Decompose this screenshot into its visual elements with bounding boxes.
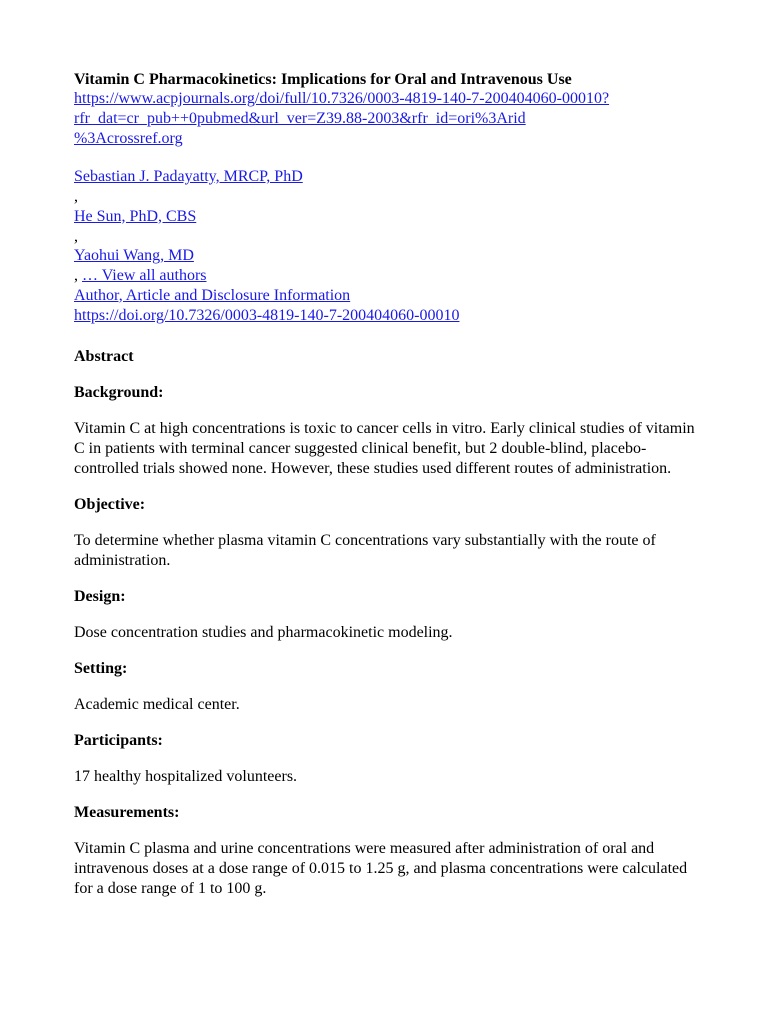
article-url-line-1[interactable]: https://www.acpjournals.org/doi/full/10.7326/0003-4819-140-7-200404060-00010? [74, 90, 610, 107]
view-all-row [74, 266, 708, 286]
view-all-authors-link[interactable]: … View all authors [82, 267, 207, 284]
author-separator: , [74, 188, 78, 205]
objective-heading: Objective: [74, 495, 146, 513]
view-all-prefix: , [74, 267, 82, 284]
author-link-wang[interactable]: Yaohui Wang, MD [74, 247, 194, 264]
doi-link[interactable]: https://doi.org/10.7326/0003-4819-140-7-200404060-00010 [74, 306, 460, 324]
measurements-text: Vitamin C plasma and urine concentrations were measured after administration of oral and intravenous doses at a dose range of 0.015 to 1.25 g, and plasma concentrations were calculated for a dose range of 1 to 100 g. [74, 839, 688, 897]
design-heading: Design: [74, 587, 126, 605]
participants-heading: Participants: [74, 731, 163, 749]
design-text: Dose concentration studies and pharmacokinetic modeling. [74, 623, 453, 641]
measurements-heading: Measurements: [74, 803, 180, 821]
article-title: Vitamin C Pharmacokinetics: Implications for Oral and Intravenous Use [74, 71, 572, 88]
disclosure-information-link[interactable]: Author, Article and Disclosure Information [74, 286, 351, 304]
author-list [74, 167, 708, 326]
author-separator: , [74, 227, 78, 245]
author-link-sun[interactable]: He Sun, PhD, CBS [74, 207, 197, 225]
abstract-heading: Abstract [74, 347, 134, 365]
article-url-line-3[interactable]: %3Acrossref.org [74, 130, 183, 147]
objective-text: To determine whether plasma vitamin C concentrations vary substantially with the route of administration. [74, 531, 656, 569]
setting-text: Academic medical center. [74, 695, 240, 713]
participants-text: 17 healthy hospitalized volunteers. [74, 767, 298, 785]
setting-heading: Setting: [74, 659, 128, 677]
background-heading: Background: [74, 383, 164, 401]
article-url-line-2[interactable]: rfr_dat=cr_pub++0pubmed&url_ver=Z39.88-2003&rfr_id=ori%3Arid [74, 110, 526, 127]
author-link-padayatty[interactable]: Sebastian J. Padayatty, MRCP, PhD [74, 168, 303, 185]
background-text: Vitamin C at high concentrations is toxic to cancer cells in vitro. Early clinical studies of vitamin C in patients with terminal cancer suggested clinical benefit, but 2 double-blind, placebo-controlled trials showed none. However, these studies used different routes of administration. [74, 419, 695, 477]
article-url[interactable] [74, 89, 708, 149]
